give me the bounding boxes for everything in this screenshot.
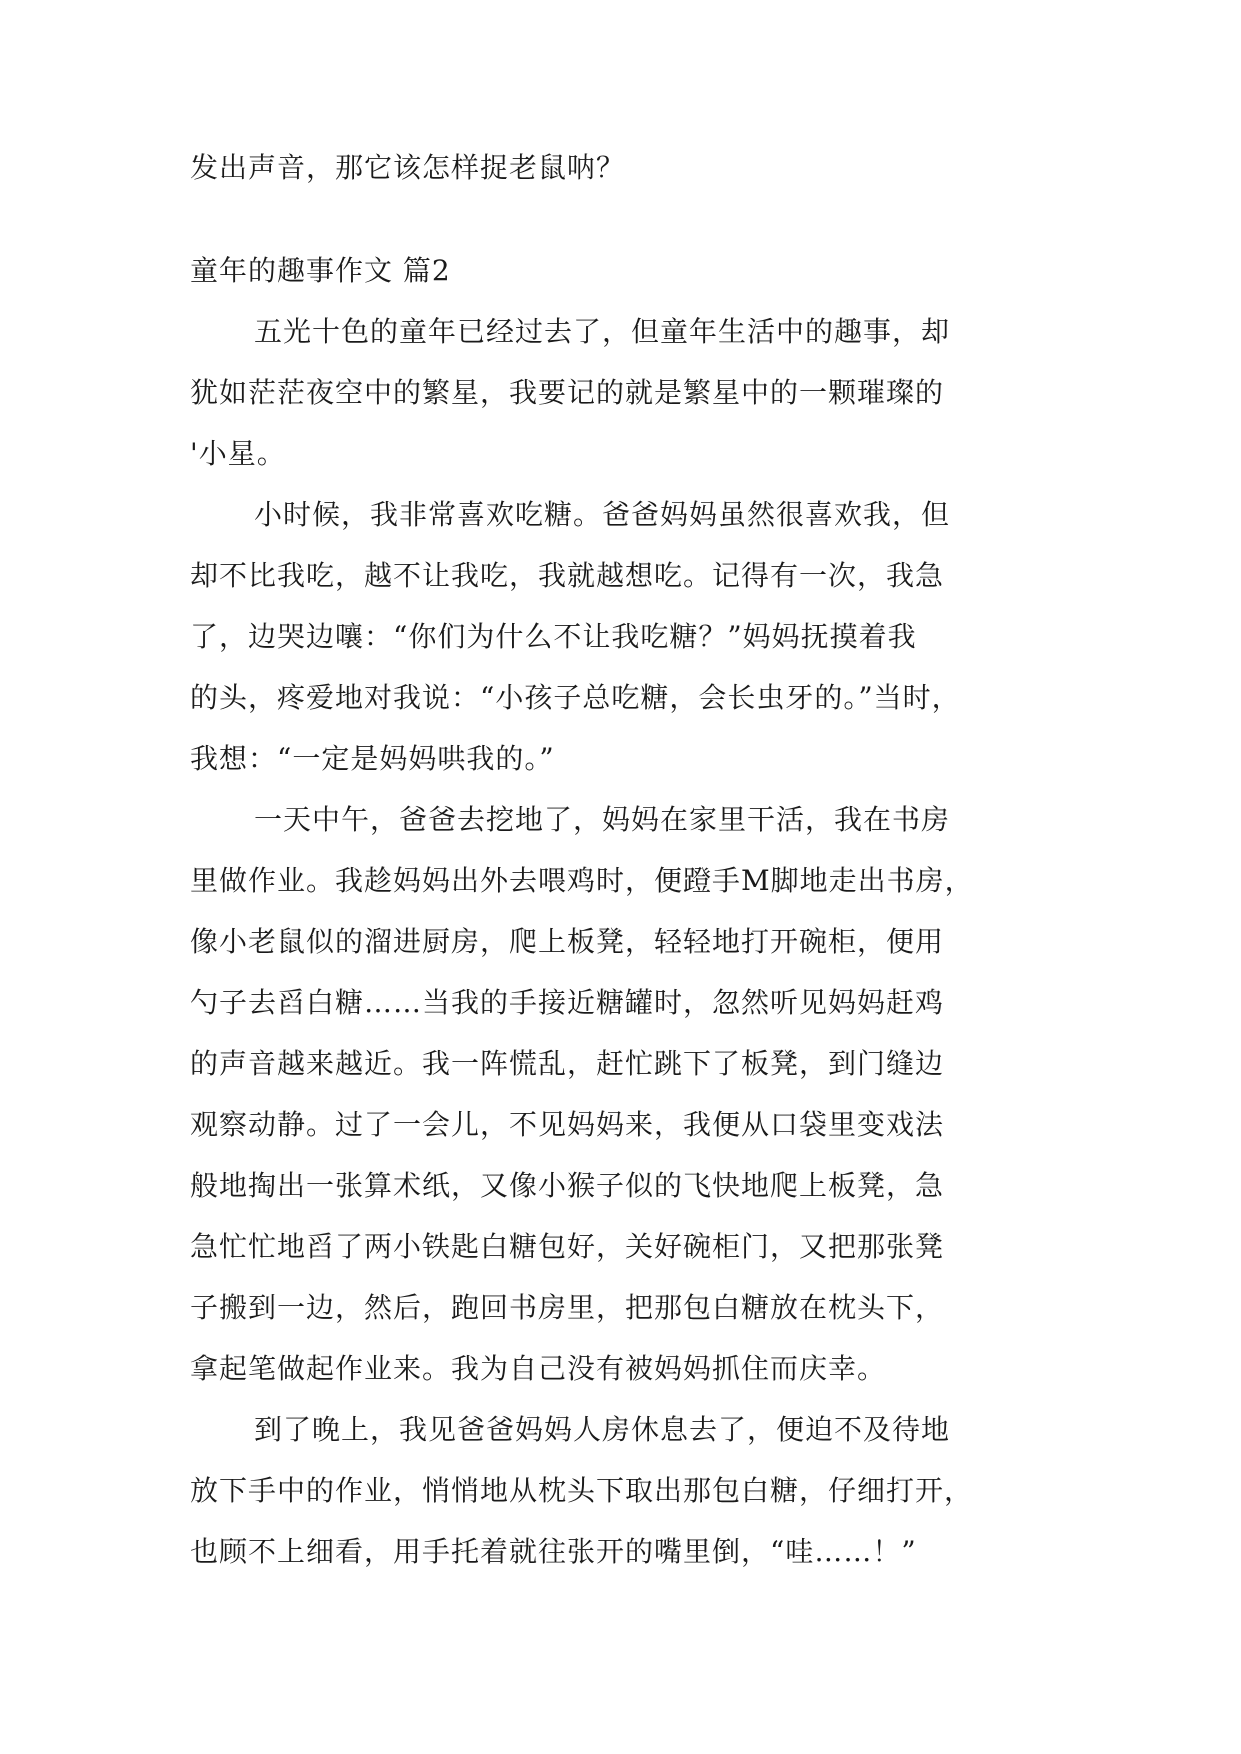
text-line: 勺子去舀白糖……当我的手接近糖罐时，忽然听见妈妈赶鸡 — [190, 986, 945, 1019]
text-line: 放下手中的作业，悄悄地从枕头下取出那包白糖，仔细打开， — [190, 1474, 974, 1507]
paragraph-3 — [190, 789, 1050, 1399]
text-line: 却不比我吃，越不让我吃，我就越想吃。记得有一次，我急 — [190, 559, 945, 592]
text-line: 子搬到一边，然后，跑回书房里，把那包白糖放在枕头下， — [190, 1291, 945, 1324]
text-line: 犹如茫茫夜空中的繁星，我要记的就是繁星中的一颗璀璨的 — [190, 376, 945, 409]
text-line: '小星。 — [190, 437, 286, 470]
paragraph-2 — [190, 484, 1050, 789]
text-line: 五光十色的童年已经过去了，但童年生活中的趣事，却 — [254, 315, 951, 348]
text-line: 发出声音，那它该怎样捉老鼠呐？ — [190, 151, 626, 184]
text-line: 一天中午，爸爸去挖地了，妈妈在家里干活，我在书房 — [254, 803, 951, 836]
section-title-text: 童年的趣事作文 篇2 — [190, 254, 451, 287]
text-line: 也顾不上细看，用手托着就往张开的嘴里倒，“哇……！” — [190, 1535, 917, 1568]
paragraph-1 — [190, 301, 1050, 484]
text-line: 到了晚上，我见爸爸妈妈人房休息去了，便迫不及待地 — [254, 1413, 951, 1446]
text-line: 小时候，我非常喜欢吃糖。爸爸妈妈虽然很喜欢我，但 — [254, 498, 951, 531]
text-line: 像小老鼠似的溜进厨房，爬上板凳，轻轻地打开碗柜，便用 — [190, 925, 945, 958]
continuation-paragraph — [190, 137, 1050, 198]
text-line: 了，边哭边嚷：“你们为什么不让我吃糖？”妈妈抚摸着我 — [190, 620, 917, 653]
text-line: 拿起笔做起作业来。我为自己没有被妈妈抓住而庆幸。 — [190, 1352, 887, 1385]
section-title — [190, 240, 1050, 301]
text-line: 的头，疼爱地对我说：“小孩子总吃糖，会长虫牙的。”当时， — [190, 681, 961, 714]
text-line: 观察动静。过了一会儿，不见妈妈来，我便从口袋里变戏法 — [190, 1108, 945, 1141]
text-line: 我想：“一定是妈妈哄我的。” — [190, 742, 555, 775]
text-line: 的声音越来越近。我一阵慌乱，赶忙跳下了板凳，到门缝边 — [190, 1047, 945, 1080]
text-line: 里做作业。我趁妈妈出外去喂鸡时，便蹬手M脚地走出书房， — [190, 864, 974, 897]
text-line: 般地掏出一张算术纸，又像小猴子似的飞快地爬上板凳，急 — [190, 1169, 945, 1202]
text-line: 急忙忙地舀了两小铁匙白糖包好，关好碗柜门，又把那张凳 — [190, 1230, 945, 1263]
paragraph-4 — [190, 1399, 1050, 1582]
